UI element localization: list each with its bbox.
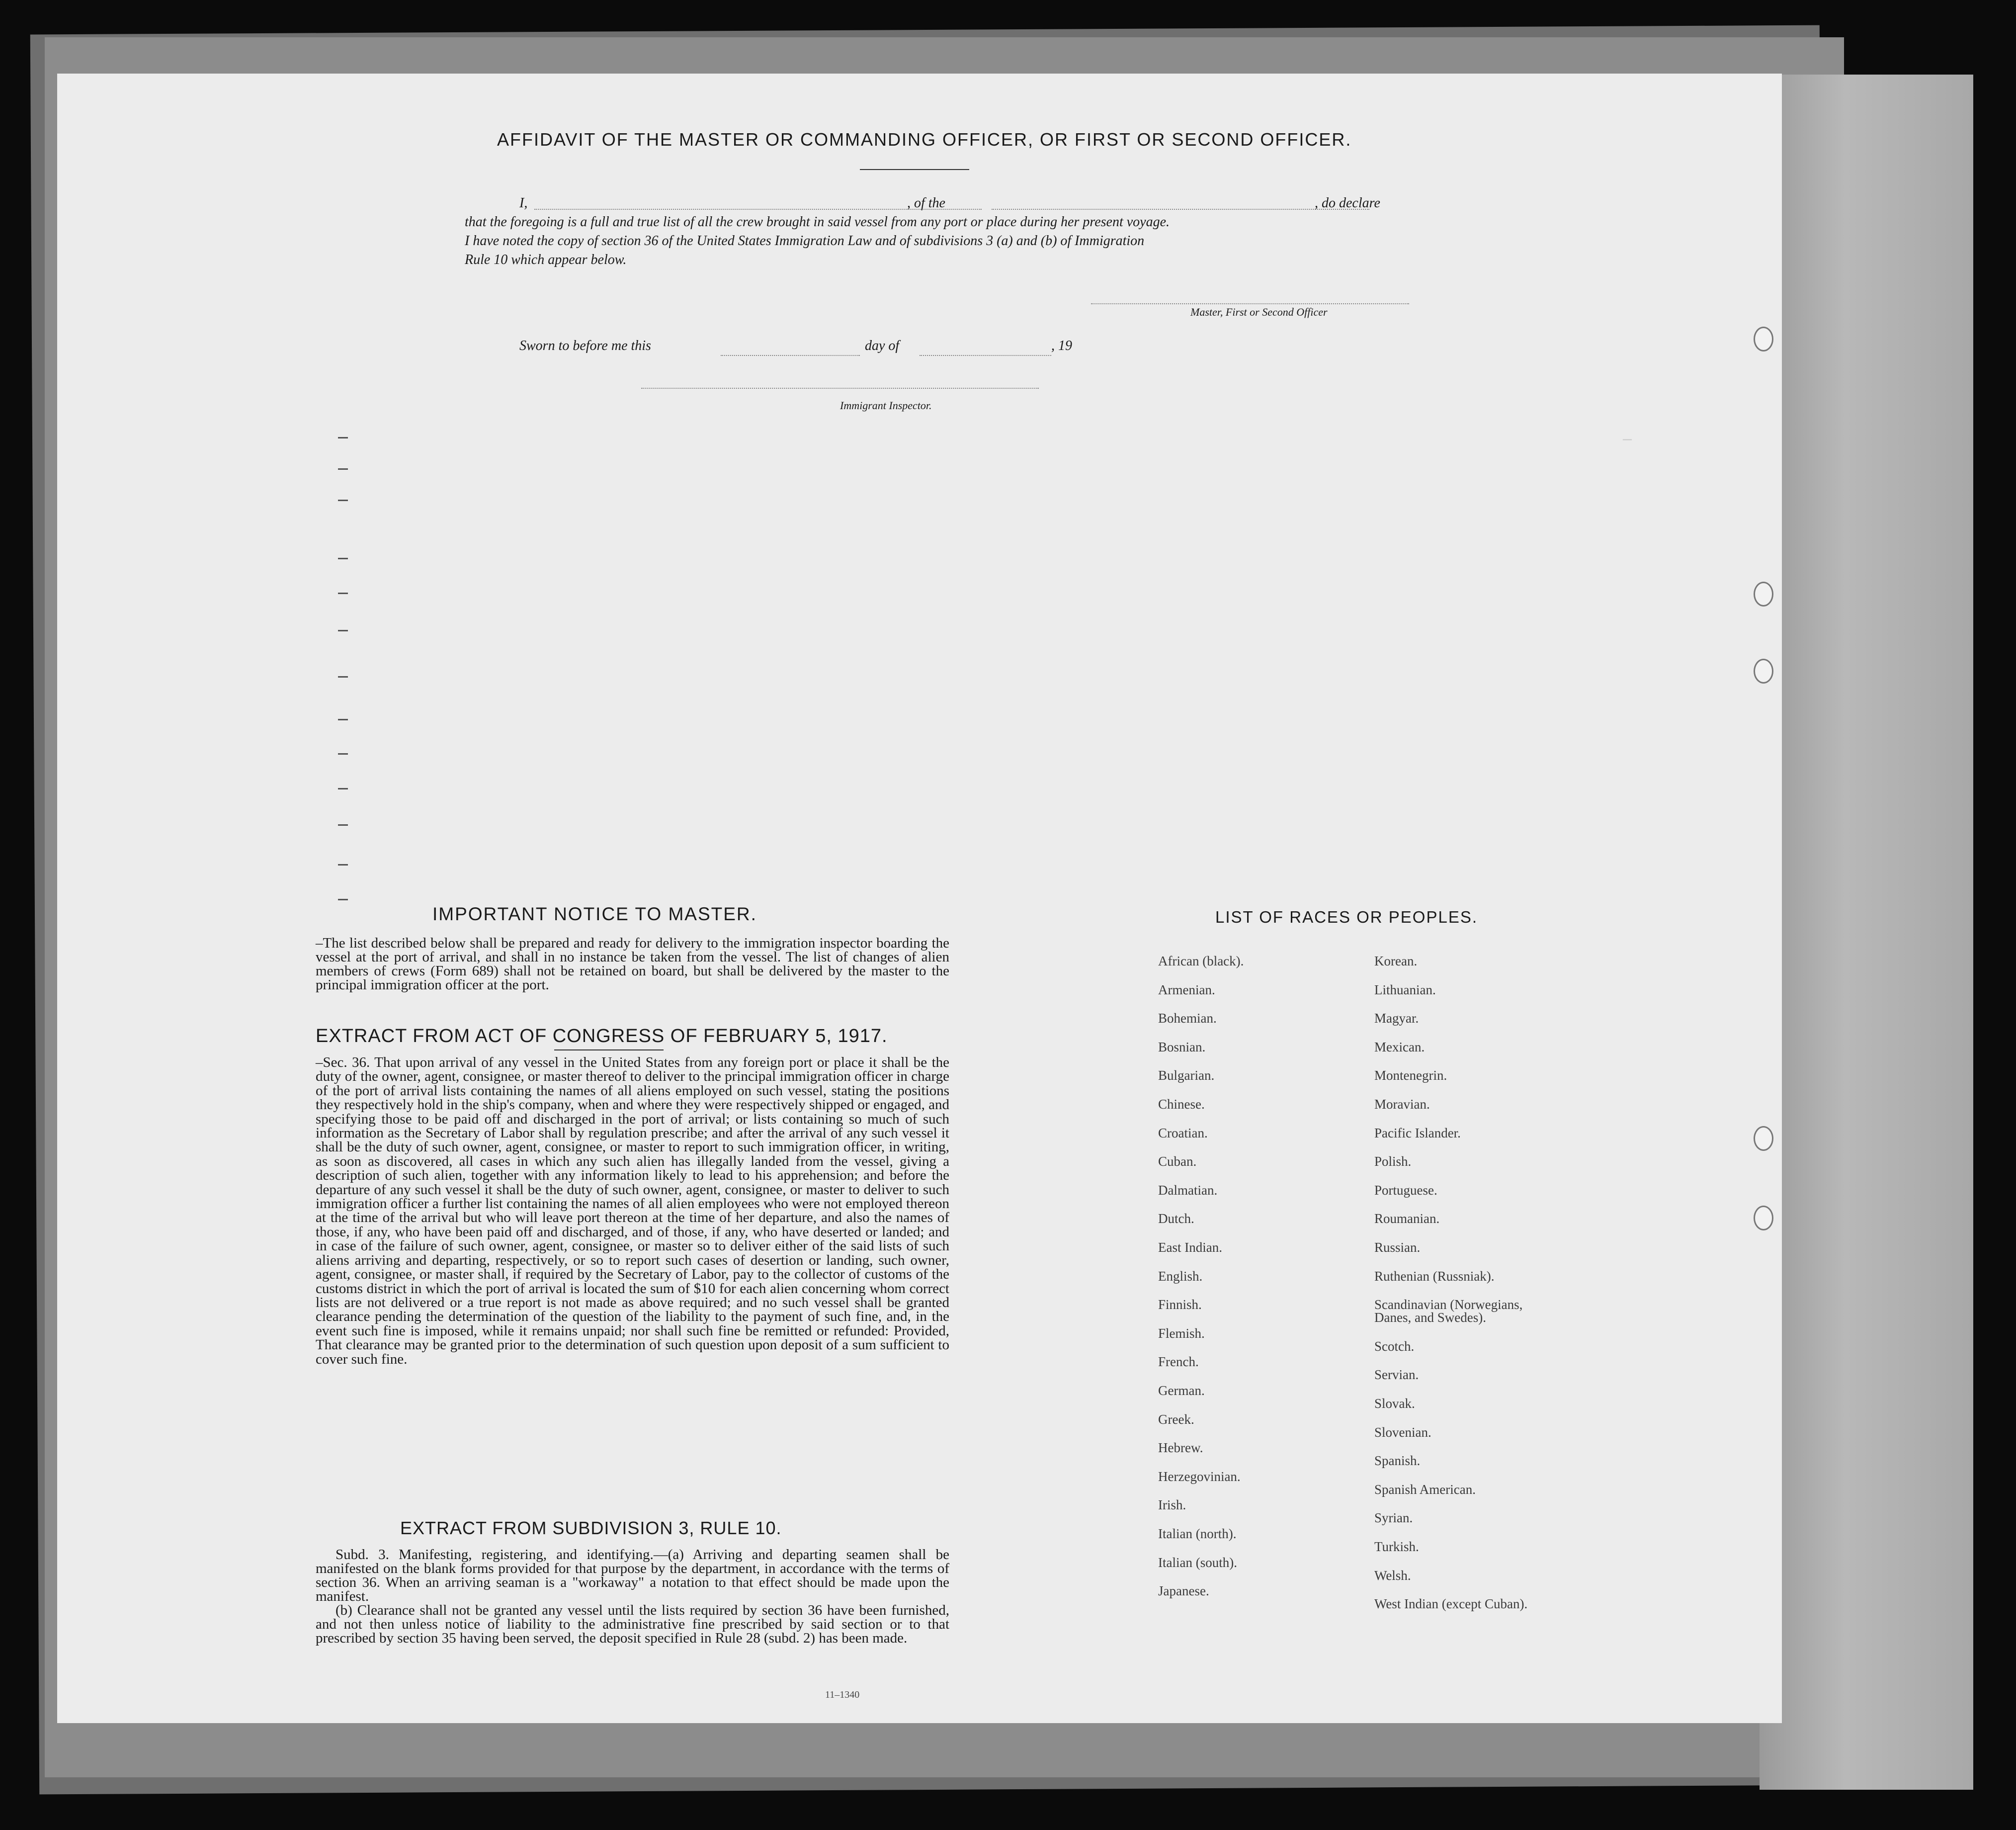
race-item: Cuban. [1158, 1154, 1197, 1169]
act-extract-title: EXTRACT FROM ACT OF CONGRESS OF FEBRUARY 5, 1917. [316, 1026, 888, 1046]
race-item: Portuguese. [1374, 1182, 1437, 1198]
race-item: French. [1158, 1354, 1199, 1370]
row-dash [338, 824, 348, 826]
race-item: Scotch. [1374, 1338, 1415, 1354]
race-item: Dalmatian. [1158, 1182, 1218, 1198]
race-item: Korean. [1374, 954, 1418, 968]
race-item: Herzegovinian. [1158, 1469, 1241, 1484]
subdivision-b: (b) Clearance shall not be granted any vessel until the lists required by section 36 have been furnished, and not then unless notice of liability to the administrative fine prescribed by said section or to that prescribed by section 35 having been served, the deposit specified in Rule 28 (subd. 2) has been made. [316, 1602, 949, 1646]
affidavit-line-3: I have noted the copy of section 36 of the United States Immigration Law and of subdivisions 3 (a) and (b) of Immigration [465, 233, 1145, 249]
sworn-day-blank[interactable] [721, 355, 860, 356]
race-item: Bosnian. [1158, 1039, 1206, 1054]
race-item: Scandinavian (Norwegians, [1374, 1297, 1523, 1312]
race-item: Bohemian. [1158, 1011, 1217, 1026]
sworn-month-blank[interactable] [920, 355, 1051, 356]
race-item: Japanese. [1158, 1583, 1209, 1599]
race-item: Armenian. [1158, 982, 1215, 997]
race-item: Polish. [1374, 1154, 1412, 1169]
row-dash [338, 788, 348, 789]
row-dash [338, 899, 348, 900]
race-item: African (black). [1158, 954, 1244, 968]
year-label: , 19 [1051, 338, 1072, 353]
race-item: German. [1158, 1383, 1205, 1398]
races-title: LIST OF RACES OR PEOPLES. [1215, 908, 1478, 926]
sworn-label: Sworn to before me this [519, 338, 651, 353]
race-item: Ruthenian (Russniak). [1374, 1268, 1495, 1284]
row-dash [338, 630, 348, 631]
race-item: Welsh. [1374, 1568, 1411, 1583]
race-item: Greek. [1158, 1411, 1194, 1427]
signature-caption: Master, First or Second Officer [1190, 306, 1328, 318]
affidavit-line-4: Rule 10 which appear below. [465, 252, 627, 267]
row-dash [338, 676, 348, 678]
bleed-through-mark: — [1623, 432, 1632, 448]
affidavit-title: AFFIDAVIT OF THE MASTER OR COMMANDING OFFICER, OR FIRST OR SECOND OFFICER. [497, 129, 1352, 150]
row-dash [338, 864, 348, 866]
race-item: Bulgarian. [1158, 1068, 1215, 1083]
race-item: Italian (north). [1158, 1526, 1237, 1541]
race-item: Spanish. [1374, 1453, 1421, 1469]
race-item: East Indian. [1158, 1240, 1222, 1255]
notice-body: –The list described below shall be prepared and ready for delivery to the immigration inspector boarding the vessel at the port of arrival, and shall in no instance be taken from the vessel. The list of changes of alien members of crews (Form 689) shall not be retained on board, but shall be delivered by the master to the principal immigration officer at the port. [316, 935, 949, 993]
race-item: Moravian. [1374, 1097, 1430, 1112]
race-item: Irish. [1158, 1497, 1186, 1513]
race-item: Chinese. [1158, 1097, 1205, 1112]
race-item: Montenegrin. [1374, 1068, 1447, 1083]
race-item: Flemish. [1158, 1325, 1205, 1341]
vessel-blank[interactable] [992, 209, 1369, 210]
punch-hole [1754, 582, 1773, 607]
notice-title: IMPORTANT NOTICE TO MASTER. [432, 904, 757, 924]
subdivision-a: Subd. 3. Manifesting, registering, and identifying.—(a) Arriving and departing seamen shall be manifested on the blank forms provided for that purpose by the department, in accordance with the terms of section 36. When an arriving seaman is a "workaway" a notation to that effect should be made upon the manifest. [316, 1547, 949, 1604]
row-dash [338, 500, 348, 501]
punch-hole [1754, 1126, 1773, 1151]
manifest-page [57, 74, 1782, 1723]
race-item: English. [1158, 1268, 1203, 1284]
race-item: Spanish American. [1374, 1481, 1476, 1497]
race-item: Roumanian. [1374, 1211, 1440, 1226]
inspector-caption: Immigrant Inspector. [840, 399, 932, 412]
punch-hole [1754, 659, 1773, 684]
row-dash [338, 753, 348, 755]
race-item: Servian. [1374, 1367, 1419, 1383]
race-item: Magyar. [1374, 1011, 1419, 1026]
race-item: Lithuanian. [1374, 982, 1436, 997]
race-item: Croatian. [1158, 1125, 1208, 1140]
row-dash [338, 593, 348, 594]
race-item: Slovak. [1374, 1396, 1415, 1411]
rule-extract-title: EXTRACT FROM SUBDIVISION 3, RULE 10. [400, 1518, 782, 1538]
punch-hole [1754, 327, 1773, 351]
affidavit-i-label: I, [519, 195, 528, 211]
act-extract-rule [554, 1049, 664, 1050]
inspector-signature-line[interactable] [641, 388, 1039, 389]
race-item: Danes, and Swedes). [1374, 1310, 1486, 1325]
race-item: Mexican. [1374, 1039, 1425, 1054]
race-item: Hebrew. [1158, 1440, 1203, 1456]
punch-hole [1754, 1206, 1773, 1230]
rule-extract-text [316, 1548, 949, 1645]
affidavit-line-2: that the foregoing is a full and true list of all the crew brought in said vessel from any port or place during her present voyage. [465, 214, 1170, 230]
race-item: Dutch. [1158, 1211, 1194, 1226]
day-of-label: day of [865, 338, 900, 353]
race-item: Slovenian. [1374, 1424, 1431, 1440]
race-item: Syrian. [1374, 1510, 1413, 1526]
race-item: West Indian (except Cuban). [1374, 1596, 1528, 1612]
row-dash [338, 558, 348, 559]
row-dash [338, 437, 348, 438]
title-rule [860, 169, 969, 170]
form-number: 11–1340 [825, 1689, 860, 1700]
affidavit-of-the-label: , of the [907, 195, 945, 211]
row-dash [338, 719, 348, 720]
row-dash [338, 468, 348, 470]
race-item: Finnish. [1158, 1297, 1202, 1312]
race-item: Pacific Islander. [1374, 1125, 1461, 1140]
affidavit-do-declare-label: , do declare [1315, 195, 1380, 211]
race-item: Turkish. [1374, 1539, 1419, 1554]
underlying-page-edge [1760, 75, 1973, 1790]
race-item: Italian (south). [1158, 1555, 1237, 1570]
section-36-text: –Sec. 36. That upon arrival of any vessel in the United States from any foreign port or place it shall be the duty of the owner, agent, consignee, or master thereof to deliver to the principal immigration officer in charge of the port of arrival lists containing the names of all aliens employed on such vessel, stating the positions they respectively hold in the ship's company, when and where they were respectively shipped or engaged, and specifying those to be paid off and discharged in the port of arrival; or lists containing so much of such information as the Secretary of Labor shall by regulation prescribe; and after the arrival of any such vessel it shall be the duty of such owner, agent, consignee, or master to report to such immigration officer, in writing, as soon as discovered, all cases in which any such alien has illegally landed from the vessel, giving a description of such alien, together with any information likely to lead to his apprehension; and before the departure of any such vessel it shall be the duty of such owner, agent, consignee, or master to deliver to such immigration officer a further list containing the names of all alien employees who were not employed thereon at the time of the arrival but who will leave port thereon at the time of her departure, and also the names of those, if any, who have been paid off and discharged, and of those, if any, who have deserted or landed; and in case of the failure of such owner, agent, consignee, or master so to deliver either of the said lists of such aliens arriving and departing, respectively, or so to report such cases of desertion or landing, such owner, agent, consignee, or master shall, if required by the Secretary of Labor, pay to the collector of customs of the customs district in which the port of arrival is located the sum of $10 for each alien concerning whom correct lists are not delivered or a true report is not made as above required; and no such vessel shall be granted clearance pending the determination of the question of the liability to the payment of such fine, and, in the event such fine is imposed, while it remains unpaid; nor shall such fine be remitted or refunded: Provided, That clearance may be granted prior to the determination of such question upon deposit of a sum sufficient to cover such fine. [316, 1054, 949, 1367]
race-item: Russian. [1374, 1240, 1421, 1255]
signature-line[interactable] [1091, 303, 1409, 304]
